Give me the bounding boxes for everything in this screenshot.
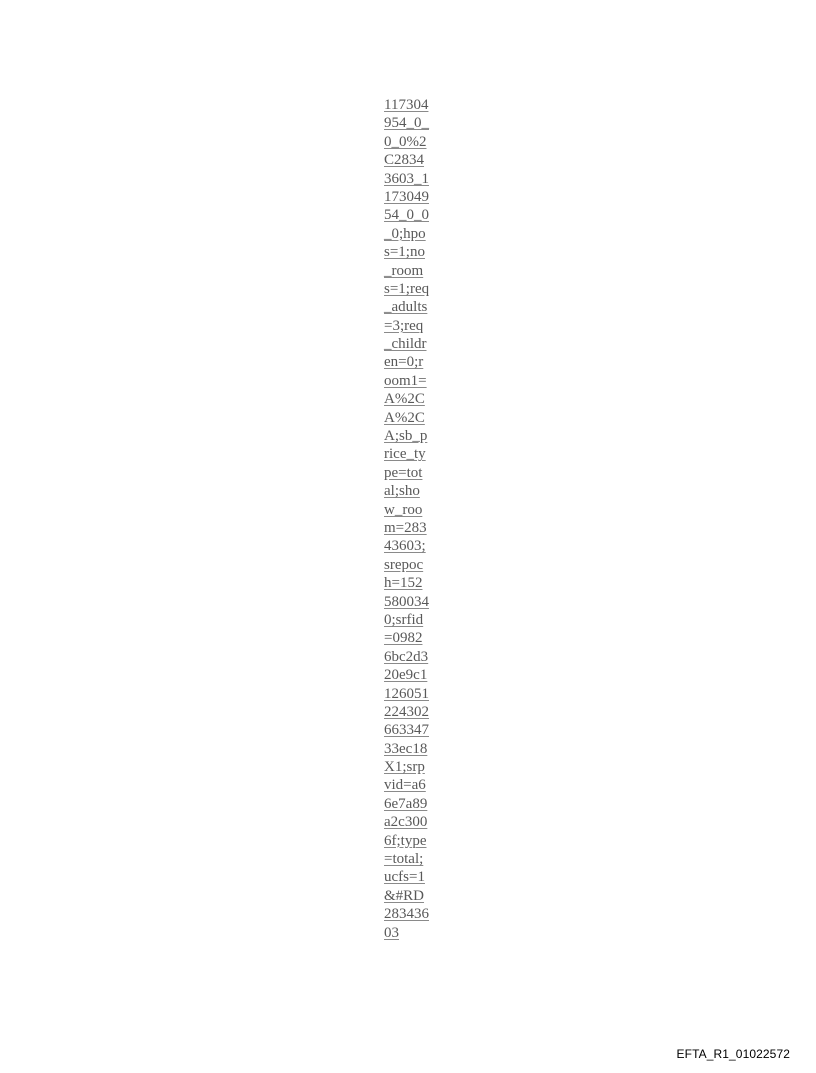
url-link-line[interactable]: 0;srfid [384, 611, 424, 628]
url-link-line[interactable]: en=0;r [384, 354, 424, 371]
url-link-line[interactable]: _0;hpo [384, 225, 426, 242]
url-link-line[interactable]: m=283 [384, 519, 427, 536]
url-link-line[interactable]: al;sho [384, 483, 420, 500]
url-link-line[interactable]: 0_0%2 [384, 133, 427, 150]
url-link-line[interactable]: A%2C [384, 391, 425, 408]
url-link-line[interactable]: a2c300 [384, 814, 428, 831]
url-link-line[interactable]: s=1;req [384, 280, 430, 297]
url-link-line[interactable]: X1;srp [384, 759, 425, 776]
url-link-line[interactable]: 6bc2d3 [384, 648, 429, 665]
url-link-line[interactable]: 33ec18 [384, 740, 428, 757]
url-link-line[interactable]: _adults [384, 299, 428, 316]
url-link-line[interactable]: 43603; [384, 538, 426, 555]
url-link-line[interactable]: &#RD [384, 887, 425, 904]
url-link-line[interactable]: 54_0_0 [384, 207, 429, 224]
url-link-line[interactable]: vid=a6 [384, 777, 426, 794]
url-link-line[interactable]: 3603_1 [384, 170, 429, 187]
url-link-line[interactable]: pe=tot [384, 464, 423, 481]
document-id-footer: EFTA_R1_01022572 [676, 1047, 790, 1061]
url-link-line[interactable]: h=152 [384, 575, 423, 592]
wrapped-url-link[interactable] [384, 96, 454, 942]
url-link-line[interactable]: 173049 [384, 188, 429, 205]
url-link-line[interactable]: srepoc [384, 556, 424, 573]
url-link-line[interactable]: _childr [384, 336, 427, 353]
url-link-line[interactable]: A%2C [384, 409, 425, 426]
url-link-line[interactable]: 224302 [384, 703, 429, 720]
url-link-line[interactable]: =3;req [384, 317, 424, 334]
url-link-line[interactable]: A;sb_p [384, 428, 428, 445]
url-link-line[interactable]: 6e7a89 [384, 795, 428, 812]
url-link-line[interactable]: =total; [384, 851, 424, 868]
url-link-line[interactable]: w_roo [384, 501, 423, 518]
url-link-line[interactable]: oom1= [384, 372, 427, 389]
url-link-line[interactable]: 03 [384, 924, 399, 941]
url-link-line[interactable]: _room [384, 262, 424, 279]
url-link-line[interactable]: 117304 [384, 97, 429, 113]
url-link-line[interactable]: 283436 [384, 906, 429, 923]
url-link-line[interactable]: 20e9c1 [384, 667, 428, 684]
url-link-line[interactable]: ucfs=1 [384, 869, 425, 886]
url-link-line[interactable]: =0982 [384, 630, 423, 647]
url-link-line[interactable]: 663347 [384, 722, 429, 739]
url-link-line[interactable]: s=1;no [384, 244, 425, 261]
url-link-line[interactable]: 6f;type [384, 832, 427, 849]
url-link-line[interactable]: rice_ty [384, 446, 426, 463]
url-link-line[interactable]: C2834 [384, 152, 425, 169]
url-link-line[interactable]: 126051 [384, 685, 429, 702]
url-link-line[interactable]: 954_0_ [384, 115, 429, 132]
url-link-line[interactable]: 580034 [384, 593, 429, 610]
